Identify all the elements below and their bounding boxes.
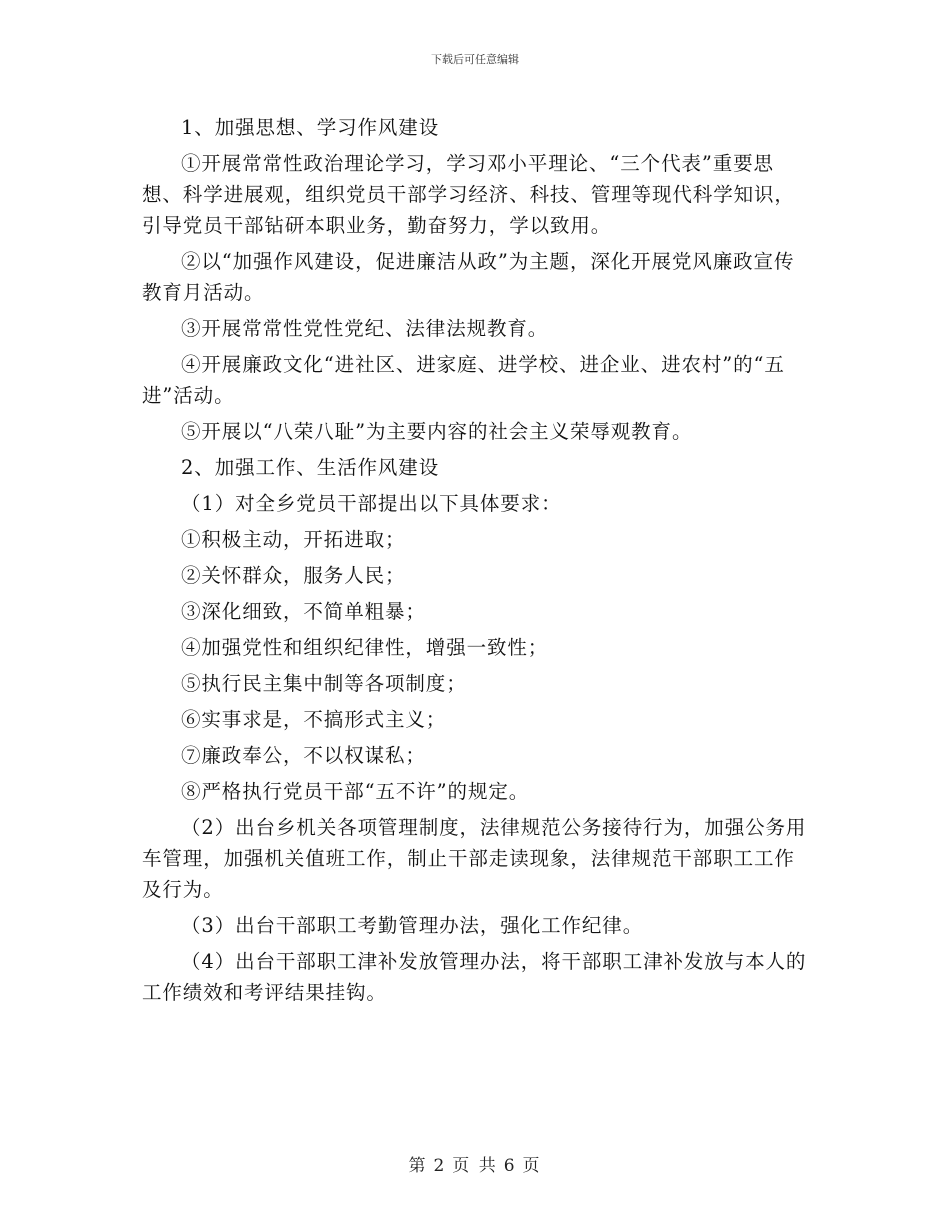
list-item: ⑤执行民主集中制等各项制度； (181, 672, 467, 695)
page-footer (0, 1156, 950, 1176)
footer-prefix: 第 (408, 1156, 428, 1176)
footer-page-number: 2 (433, 1156, 447, 1176)
list-item: ③深化细致，不简单粗暴； (181, 600, 426, 623)
list-item: ④加强党性和组织纪律性，增强一致性； (181, 636, 549, 659)
footer-suffix: 页 (522, 1156, 542, 1176)
paragraph: ①开展常常性政治理论学习，学习邓小平理论、“三个代表”重要思想、科学进展观，组织党员干部学习经济、科技、管理等现代科学知识，引导党员干部钻研本职业务，勤奋努力，学以致用。 (142, 152, 795, 237)
paragraph: ②以“加强作风建设，促进廉洁从政”为主题，深化开展党风廉政宣传教育月活动。 (142, 250, 795, 304)
footer-total-pages: 6 (503, 1156, 517, 1176)
list-item: ⑧严格执行党员干部“五不许”的规定。 (181, 780, 530, 803)
paragraph: （4）出台干部职工津补发放管理办法，将干部职工津补发放与本人的工作绩效和考评结果挂钩。 (142, 950, 807, 1004)
list-item: ①积极主动，开拓进取； (181, 528, 406, 551)
section-heading-1: 1、加强思想、学习作风建设 (181, 116, 440, 139)
paragraph: ⑤开展以“八荣八耻”为主要内容的社会主义荣辱观教育。 (181, 420, 693, 443)
paragraph: （3）出台干部职工考勤管理办法，强化工作纪律。 (181, 914, 644, 937)
paragraph: （1）对全乡党员干部提出以下具体要求： (181, 492, 562, 515)
list-item: ⑦廉政奉公，不以权谋私； (181, 744, 426, 767)
section-heading-2: 2、加强工作、生活作风建设 (181, 456, 440, 479)
list-item: ②关怀群众，服务人民； (181, 564, 406, 587)
document-body (142, 112, 810, 1013)
footer-middle: 页 共 (452, 1156, 498, 1176)
paragraph: （2）出台乡机关各项管理制度，法律规范公务接待行为，加强公务用车管理，加强机关值班工作，制止干部走读现象，法律规范干部职工工作及行为。 (142, 816, 807, 901)
page-header-note: 下载后可任意编辑 (431, 53, 519, 66)
paragraph: ④开展廉政文化“进社区、进家庭、进学校、进企业、进农村”的“五进”活动。 (142, 353, 785, 407)
list-item: ⑥实事求是，不搞形式主义； (181, 708, 447, 731)
paragraph: ③开展常常性党性党纪、法律法规教育。 (181, 317, 549, 340)
